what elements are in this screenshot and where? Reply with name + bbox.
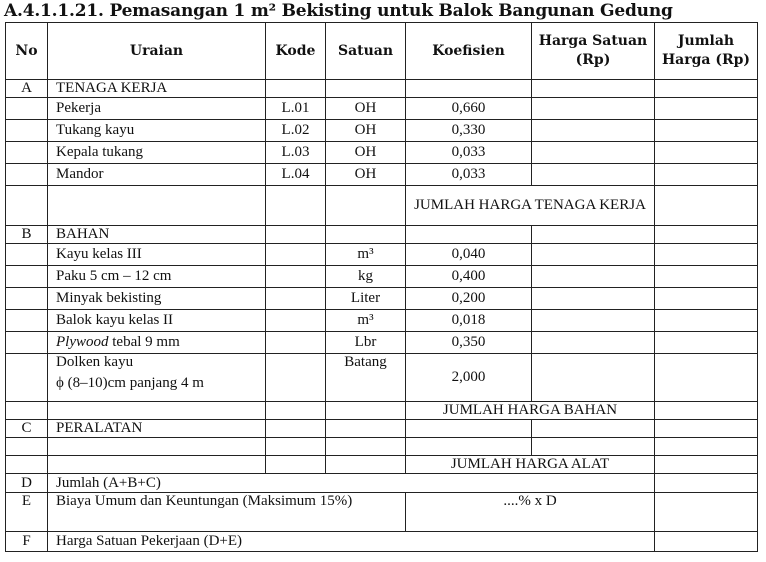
row-no: A bbox=[6, 80, 48, 98]
table-cell bbox=[266, 186, 326, 226]
item-koefisien: 0,018 bbox=[406, 310, 532, 332]
table-cell bbox=[655, 420, 758, 438]
table-cell bbox=[6, 266, 48, 288]
row-label: Biaya Umum dan Keuntungan (Maksimum 15%) bbox=[48, 493, 406, 532]
item-koefisien: 0,330 bbox=[406, 120, 532, 142]
table-cell bbox=[266, 402, 326, 420]
item-satuan: Liter bbox=[326, 288, 406, 310]
item-uraian bbox=[48, 164, 266, 186]
header-uraian: Uraian bbox=[48, 23, 266, 80]
table-cell bbox=[6, 186, 48, 226]
item-harga-satuan bbox=[532, 310, 655, 332]
table-cell bbox=[48, 402, 266, 420]
item-harga-satuan bbox=[532, 332, 655, 354]
table-cell bbox=[48, 186, 266, 226]
table-cell bbox=[266, 80, 326, 98]
item-satuan: OH bbox=[326, 164, 406, 186]
item-uraian-text: Kepala tukang bbox=[56, 144, 144, 160]
section-total-value bbox=[655, 186, 758, 226]
header-kode: Kode bbox=[266, 23, 326, 80]
table-cell bbox=[326, 456, 406, 474]
table-cell bbox=[655, 80, 758, 98]
total-row bbox=[6, 456, 758, 474]
item-row bbox=[6, 98, 758, 120]
item-uraian-text: Paku 5 cm – 12 cm bbox=[56, 268, 172, 284]
item-koefisien: 0,033 bbox=[406, 164, 532, 186]
table-cell bbox=[6, 120, 48, 142]
item-koefisien: 0,040 bbox=[406, 244, 532, 266]
header-satuan: Satuan bbox=[326, 23, 406, 80]
item-jumlah-harga bbox=[655, 244, 758, 266]
item-harga-satuan bbox=[532, 354, 655, 402]
item-row bbox=[6, 244, 758, 266]
table-cell bbox=[266, 420, 326, 438]
table-cell bbox=[532, 80, 655, 98]
item-uraian-text: Balok kayu kelas II bbox=[56, 312, 174, 328]
row-no: E bbox=[6, 493, 48, 532]
item-harga-satuan bbox=[532, 98, 655, 120]
table-cell bbox=[326, 420, 406, 438]
table-cell bbox=[655, 438, 758, 456]
item-satuan: Lbr bbox=[326, 332, 406, 354]
item-row bbox=[6, 354, 758, 402]
table-cell bbox=[266, 456, 326, 474]
section-row bbox=[6, 226, 758, 244]
header-koefisien: Koefisien bbox=[406, 23, 532, 80]
table-cell bbox=[532, 226, 655, 244]
table-cell bbox=[6, 310, 48, 332]
table-cell bbox=[326, 186, 406, 226]
header-row bbox=[6, 23, 758, 80]
item-kode: L.02 bbox=[266, 120, 326, 142]
table-cell bbox=[48, 438, 266, 456]
item-jumlah-harga bbox=[655, 332, 758, 354]
item-uraian-text: Kayu kelas III bbox=[56, 246, 142, 262]
summary-row-e bbox=[6, 493, 758, 532]
item-jumlah-harga bbox=[655, 310, 758, 332]
item-uraian-text: Mandor bbox=[56, 166, 104, 182]
item-satuan: Batang bbox=[326, 354, 406, 402]
table-cell bbox=[406, 226, 532, 244]
item-kode bbox=[266, 288, 326, 310]
item-jumlah-harga bbox=[655, 266, 758, 288]
item-uraian bbox=[48, 288, 266, 310]
table-cell bbox=[266, 226, 326, 244]
item-uraian-line2: ϕ (8–10)cm panjang 4 m bbox=[56, 375, 204, 391]
section-total-label: JUMLAH HARGA TENAGA KERJA bbox=[406, 186, 655, 226]
item-harga-satuan bbox=[532, 164, 655, 186]
item-row bbox=[6, 266, 758, 288]
item-kode: L.03 bbox=[266, 142, 326, 164]
item-row bbox=[6, 164, 758, 186]
item-uraian-text: Minyak bekisting bbox=[56, 290, 162, 306]
item-jumlah-harga bbox=[655, 164, 758, 186]
table-cell bbox=[266, 438, 326, 456]
row-no: C bbox=[6, 420, 48, 438]
item-kode: L.04 bbox=[266, 164, 326, 186]
row-no: D bbox=[6, 474, 48, 493]
item-koefisien: 0,350 bbox=[406, 332, 532, 354]
section-total-label: JUMLAH HARGA BAHAN bbox=[406, 402, 655, 420]
item-row bbox=[6, 120, 758, 142]
table-cell bbox=[406, 80, 532, 98]
item-satuan: m³ bbox=[326, 244, 406, 266]
table-cell bbox=[326, 402, 406, 420]
table-cell bbox=[6, 402, 48, 420]
item-uraian bbox=[48, 98, 266, 120]
section-total-value bbox=[655, 456, 758, 474]
item-uraian bbox=[48, 120, 266, 142]
table-cell bbox=[326, 226, 406, 244]
item-uraian bbox=[48, 332, 266, 354]
item-uraian-text: Pekerja bbox=[56, 100, 101, 116]
item-uraian bbox=[48, 244, 266, 266]
item-jumlah-harga bbox=[655, 98, 758, 120]
item-harga-satuan bbox=[532, 244, 655, 266]
item-kode bbox=[266, 332, 326, 354]
section-total-value bbox=[655, 402, 758, 420]
summary-row-f bbox=[6, 532, 758, 552]
item-jumlah-harga bbox=[655, 354, 758, 402]
item-uraian bbox=[48, 354, 266, 402]
item-jumlah-harga bbox=[655, 120, 758, 142]
item-uraian bbox=[48, 142, 266, 164]
table-cell bbox=[6, 98, 48, 120]
table-cell bbox=[406, 438, 532, 456]
row-formula: ....% x D bbox=[406, 493, 655, 532]
table-cell bbox=[48, 456, 266, 474]
table-cell bbox=[6, 332, 48, 354]
table-cell bbox=[326, 80, 406, 98]
table-cell bbox=[655, 474, 758, 493]
total-row bbox=[6, 402, 758, 420]
table-cell bbox=[655, 493, 758, 532]
item-row bbox=[6, 142, 758, 164]
page-title: A.4.1.1.21. Pemasangan 1 m² Bekisting untuk Balok Bangunan Gedung bbox=[4, 1, 673, 21]
table-cell bbox=[6, 164, 48, 186]
table-cell bbox=[6, 354, 48, 402]
row-no: F bbox=[6, 532, 48, 552]
total-row bbox=[6, 186, 758, 226]
item-uraian-text: Dolken kayu bbox=[56, 354, 134, 370]
item-kode bbox=[266, 266, 326, 288]
section-total-label: JUMLAH HARGA ALAT bbox=[406, 456, 655, 474]
item-jumlah-harga bbox=[655, 288, 758, 310]
table-cell bbox=[532, 438, 655, 456]
table-cell bbox=[655, 226, 758, 244]
item-uraian-text: tebal 9 mm bbox=[108, 334, 180, 350]
table-cell bbox=[6, 288, 48, 310]
header-jumlah-harga: Jumlah Harga (Rp) bbox=[655, 23, 758, 80]
item-harga-satuan bbox=[532, 142, 655, 164]
table-row bbox=[6, 438, 758, 456]
table-cell bbox=[6, 142, 48, 164]
item-satuan: m³ bbox=[326, 310, 406, 332]
header-no: No bbox=[6, 23, 48, 80]
item-koefisien: 0,200 bbox=[406, 288, 532, 310]
item-harga-satuan bbox=[532, 288, 655, 310]
item-uraian-italic: Plywood bbox=[56, 334, 109, 350]
row-no: B bbox=[6, 226, 48, 244]
item-row bbox=[6, 288, 758, 310]
table-cell bbox=[655, 532, 758, 552]
table-cell bbox=[6, 456, 48, 474]
item-kode bbox=[266, 310, 326, 332]
table-cell bbox=[326, 438, 406, 456]
item-kode bbox=[266, 244, 326, 266]
item-uraian bbox=[48, 266, 266, 288]
table-cell bbox=[532, 420, 655, 438]
section-row bbox=[6, 80, 758, 98]
item-satuan: OH bbox=[326, 120, 406, 142]
item-row bbox=[6, 332, 758, 354]
header-harga-satuan: Harga Satuan (Rp) bbox=[532, 23, 655, 80]
item-koefisien: 0,400 bbox=[406, 266, 532, 288]
item-jumlah-harga bbox=[655, 142, 758, 164]
item-koefisien: 2,000 bbox=[406, 354, 532, 402]
item-uraian bbox=[48, 310, 266, 332]
item-koefisien: 0,033 bbox=[406, 142, 532, 164]
table-cell bbox=[6, 438, 48, 456]
item-kode bbox=[266, 354, 326, 402]
item-row bbox=[6, 310, 758, 332]
item-satuan: kg bbox=[326, 266, 406, 288]
price-analysis-table bbox=[5, 22, 758, 552]
row-label: Harga Satuan Pekerjaan (D+E) bbox=[48, 532, 655, 552]
item-satuan: OH bbox=[326, 98, 406, 120]
item-harga-satuan bbox=[532, 120, 655, 142]
item-harga-satuan bbox=[532, 266, 655, 288]
table-cell bbox=[406, 420, 532, 438]
item-koefisien: 0,660 bbox=[406, 98, 532, 120]
item-kode: L.01 bbox=[266, 98, 326, 120]
item-uraian-text: Tukang kayu bbox=[56, 122, 135, 138]
table-cell bbox=[6, 244, 48, 266]
row-label: Jumlah (A+B+C) bbox=[48, 474, 655, 493]
section-label: PERALATAN bbox=[48, 420, 266, 438]
section-row bbox=[6, 420, 758, 438]
summary-row-d bbox=[6, 474, 758, 493]
section-label: BAHAN bbox=[48, 226, 266, 244]
item-satuan: OH bbox=[326, 142, 406, 164]
section-label: TENAGA KERJA bbox=[48, 80, 266, 98]
